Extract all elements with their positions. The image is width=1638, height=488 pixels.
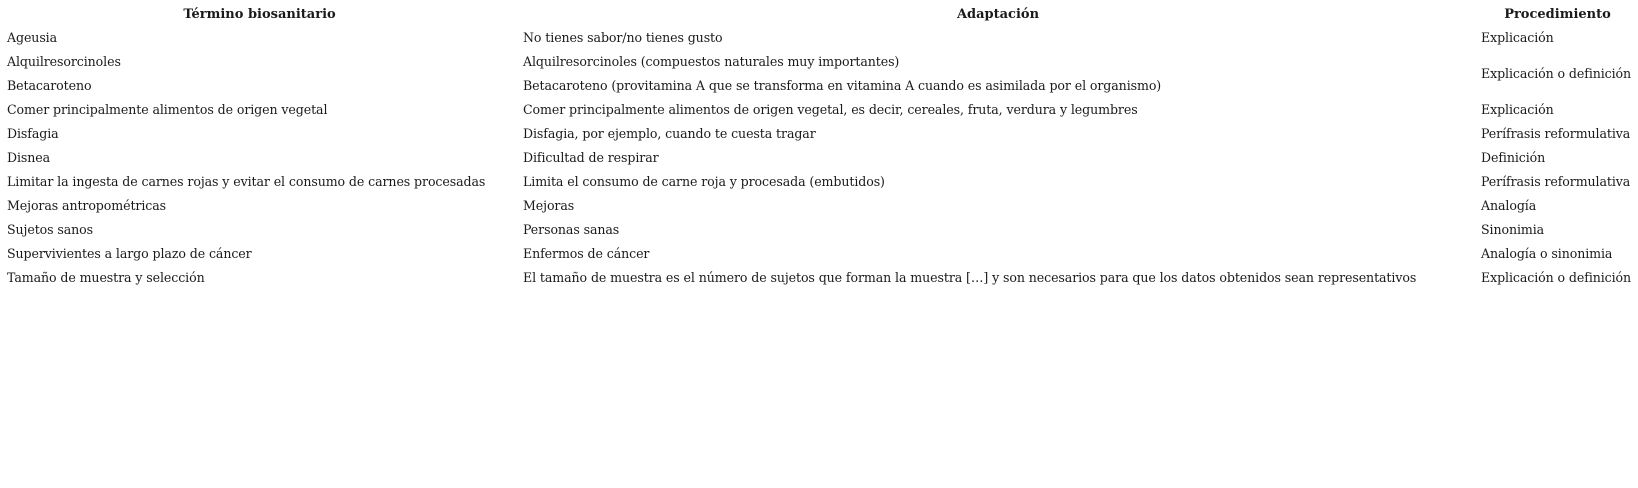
term-cell: Disnea (7, 149, 51, 165)
adaptation-cell: Personas sanas (523, 221, 620, 237)
procedure-cell: Definición (1481, 149, 1546, 165)
term-cell: Betacaroteno (7, 77, 92, 93)
procedure-cell: Explicación (1481, 29, 1554, 45)
procedure-cell: Explicación o definición (1481, 269, 1632, 285)
table-row (0, 97, 1638, 121)
term-cell: Disfagia (7, 125, 59, 141)
term-cell: Alquilresorcinoles (7, 53, 121, 69)
adaptation-cell: Comer principalmente alimentos de origen vegetal, es decir, cereales, fruta, verdura y legumbres (523, 101, 1138, 117)
term-cell: Limitar la ingesta de carnes rojas y evitar el consumo de carnes procesadas (7, 173, 486, 189)
header-procedure: Procedimiento (1504, 6, 1611, 22)
table-row (0, 241, 1638, 265)
adaptation-cell: Betacaroteno (provitamina A que se transforma en vitamina A cuando es asimilada por el organismo) (523, 77, 1162, 93)
table-row (0, 265, 1638, 289)
term-cell: Ageusia (7, 29, 58, 45)
procedure-cell: Explicación o definición (1481, 65, 1632, 81)
adaptation-cell: Disfagia, por ejemplo, cuando te cuesta tragar (523, 125, 816, 141)
adaptation-cell: Mejoras (523, 197, 575, 213)
procedure-cell: Analogía o sinonimia (1481, 245, 1613, 261)
term-cell: Supervivientes a largo plazo de cáncer (7, 245, 252, 261)
adaptation-cell: El tamaño de muestra es el número de sujetos que forman la muestra […] y son necesarios para que los datos obtenidos sean representativos (523, 269, 1417, 285)
table-row (0, 145, 1638, 169)
procedure-cell: Sinonimia (1481, 221, 1545, 237)
term-cell: Sujetos sanos (7, 221, 94, 237)
procedure-cell: Explicación (1481, 101, 1554, 117)
table-row (0, 217, 1638, 241)
table-row (0, 169, 1638, 193)
table-header-row (0, 0, 1638, 25)
adaptation-cell: Alquilresorcinoles (compuestos naturales muy importantes) (523, 53, 900, 69)
adaptation-cell: Enfermos de cáncer (523, 245, 650, 261)
adaptation-cell: Limita el consumo de carne roja y procesada (embutidos) (523, 173, 885, 189)
table-row (0, 25, 1638, 49)
term-cell: Mejoras antropométricas (7, 197, 166, 213)
adaptation-cell: No tienes sabor/no tienes gusto (523, 29, 723, 45)
term-cell: Tamaño de muestra y selección (7, 269, 205, 285)
table-row (0, 121, 1638, 145)
table-row (0, 193, 1638, 217)
term-cell: Comer principalmente alimentos de origen vegetal (7, 101, 328, 117)
header-adaptation: Adaptación (956, 6, 1040, 22)
table-row (0, 49, 1638, 73)
procedure-cell: Perífrasis reformulativa (1481, 125, 1631, 141)
header-term: Término biosanitario (183, 6, 336, 22)
procedure-cell: Perífrasis reformulativa (1481, 173, 1631, 189)
table-row (0, 73, 1638, 97)
adaptation-cell: Dificultad de respirar (523, 149, 659, 165)
procedure-cell: Analogía (1481, 197, 1537, 213)
